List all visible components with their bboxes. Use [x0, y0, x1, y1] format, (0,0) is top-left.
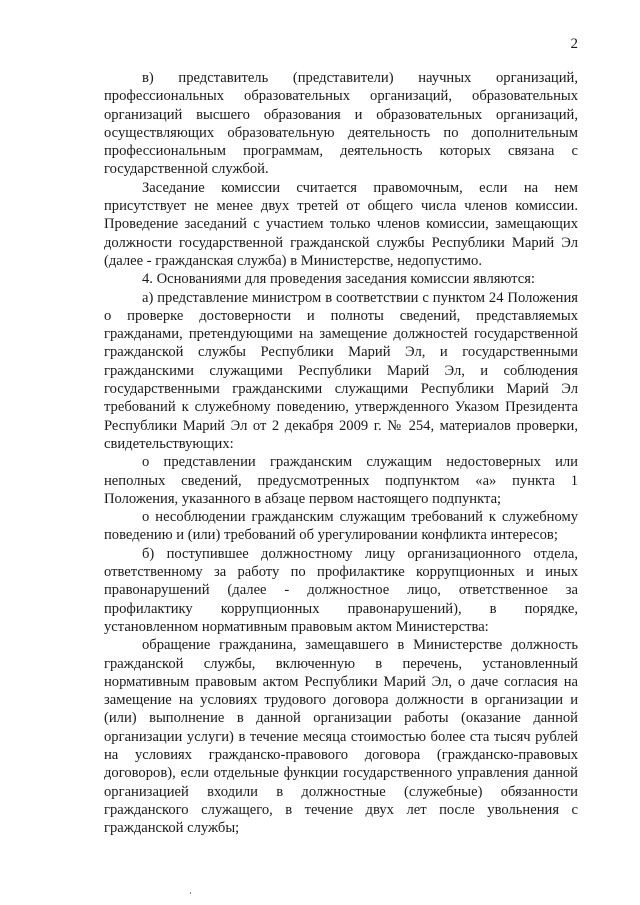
- paragraph-3v-representatives: в) представитель (представители) научных организаций, профессиональных образовательных организаций, образовательных организаций высшего образования и образовательных организаций, осуществляющих образовательную деятельность по дополнительным профессиональным программам, деятельность которых связана с государственной службой.: [104, 70, 578, 178]
- paragraph-4b-received-documents: б) поступившее должностному лицу организационного отдела, ответственному за работу по профилактике коррупционных и иных правонарушений (далее - должностное лицо, ответственное за профилактику коррупционных правонарушений), в порядке, установленном нормативным правовым актом Министерства:: [104, 545, 578, 635]
- scan-mark: [190, 892, 191, 894]
- paragraph-4a-ministerial-submission: а) представление министром в соответствии с пунктом 24 Положения о проверке достоверности и полноты сведений, представляемых гражданами, претендующими на замещение должностей государственной гражданской службы Республики Марий Эл, и государственными гражданскими служащими Республики Марий Эл, и соблюдения государственными гражданскими служащими Республики Марий Эл требований к служебному поведению, утвержденного Указом Президента Республики Марий Эл от 2 декабря 2009 г. № 254, материалов проверки, свидетельствующих:: [104, 289, 578, 452]
- paragraph-unreliable-information: о представлении гражданским служащим недостоверных или неполных сведений, предусмотренных подпунктом «а» пункта 1 Положения, указанного в абзаце первом настоящего подпункта;: [104, 454, 578, 507]
- paragraph-citizen-appeal: обращение гражданина, замещавшего в Министерстве должность гражданской службы, включенную в перечень, установленный нормативным правовым актом Республики Марий Эл, о даче согласия на замещение на условиях трудового договора должности в организации и (или) выполнение в данной организации работы (оказание данной организации услуги) в течение месяца стоимостью более ста тысяч рублей на условиях гражданско-правового договора (гражданско-правовых договоров), если отдельные функции государственного управления данной организацией входили в должностные (служебные) обязанности гражданского служащего, в течение двух лет после увольнения с гражданской службы;: [104, 637, 578, 837]
- page-number: 2: [570, 36, 578, 52]
- document-body: [104, 69, 578, 837]
- paragraph-non-compliance: о несоблюдении гражданским служащим требований к служебному поведению и (или) требований об урегулировании конфликта интересов;: [104, 509, 578, 544]
- paragraph-quorum: Заседание комиссии считается правомочным, если на нем присутствует не менее двух третей от общего числа членов комиссии. Проведение заседаний с участием только членов комиссии, замещающих должности государственной гражданской службы Республики Марий Эл (далее - гражданская служба) в Министерстве, недопустимо.: [104, 179, 578, 269]
- paragraph-4-grounds-heading: 4. Основаниями для проведения заседания комиссии являются:: [142, 271, 535, 288]
